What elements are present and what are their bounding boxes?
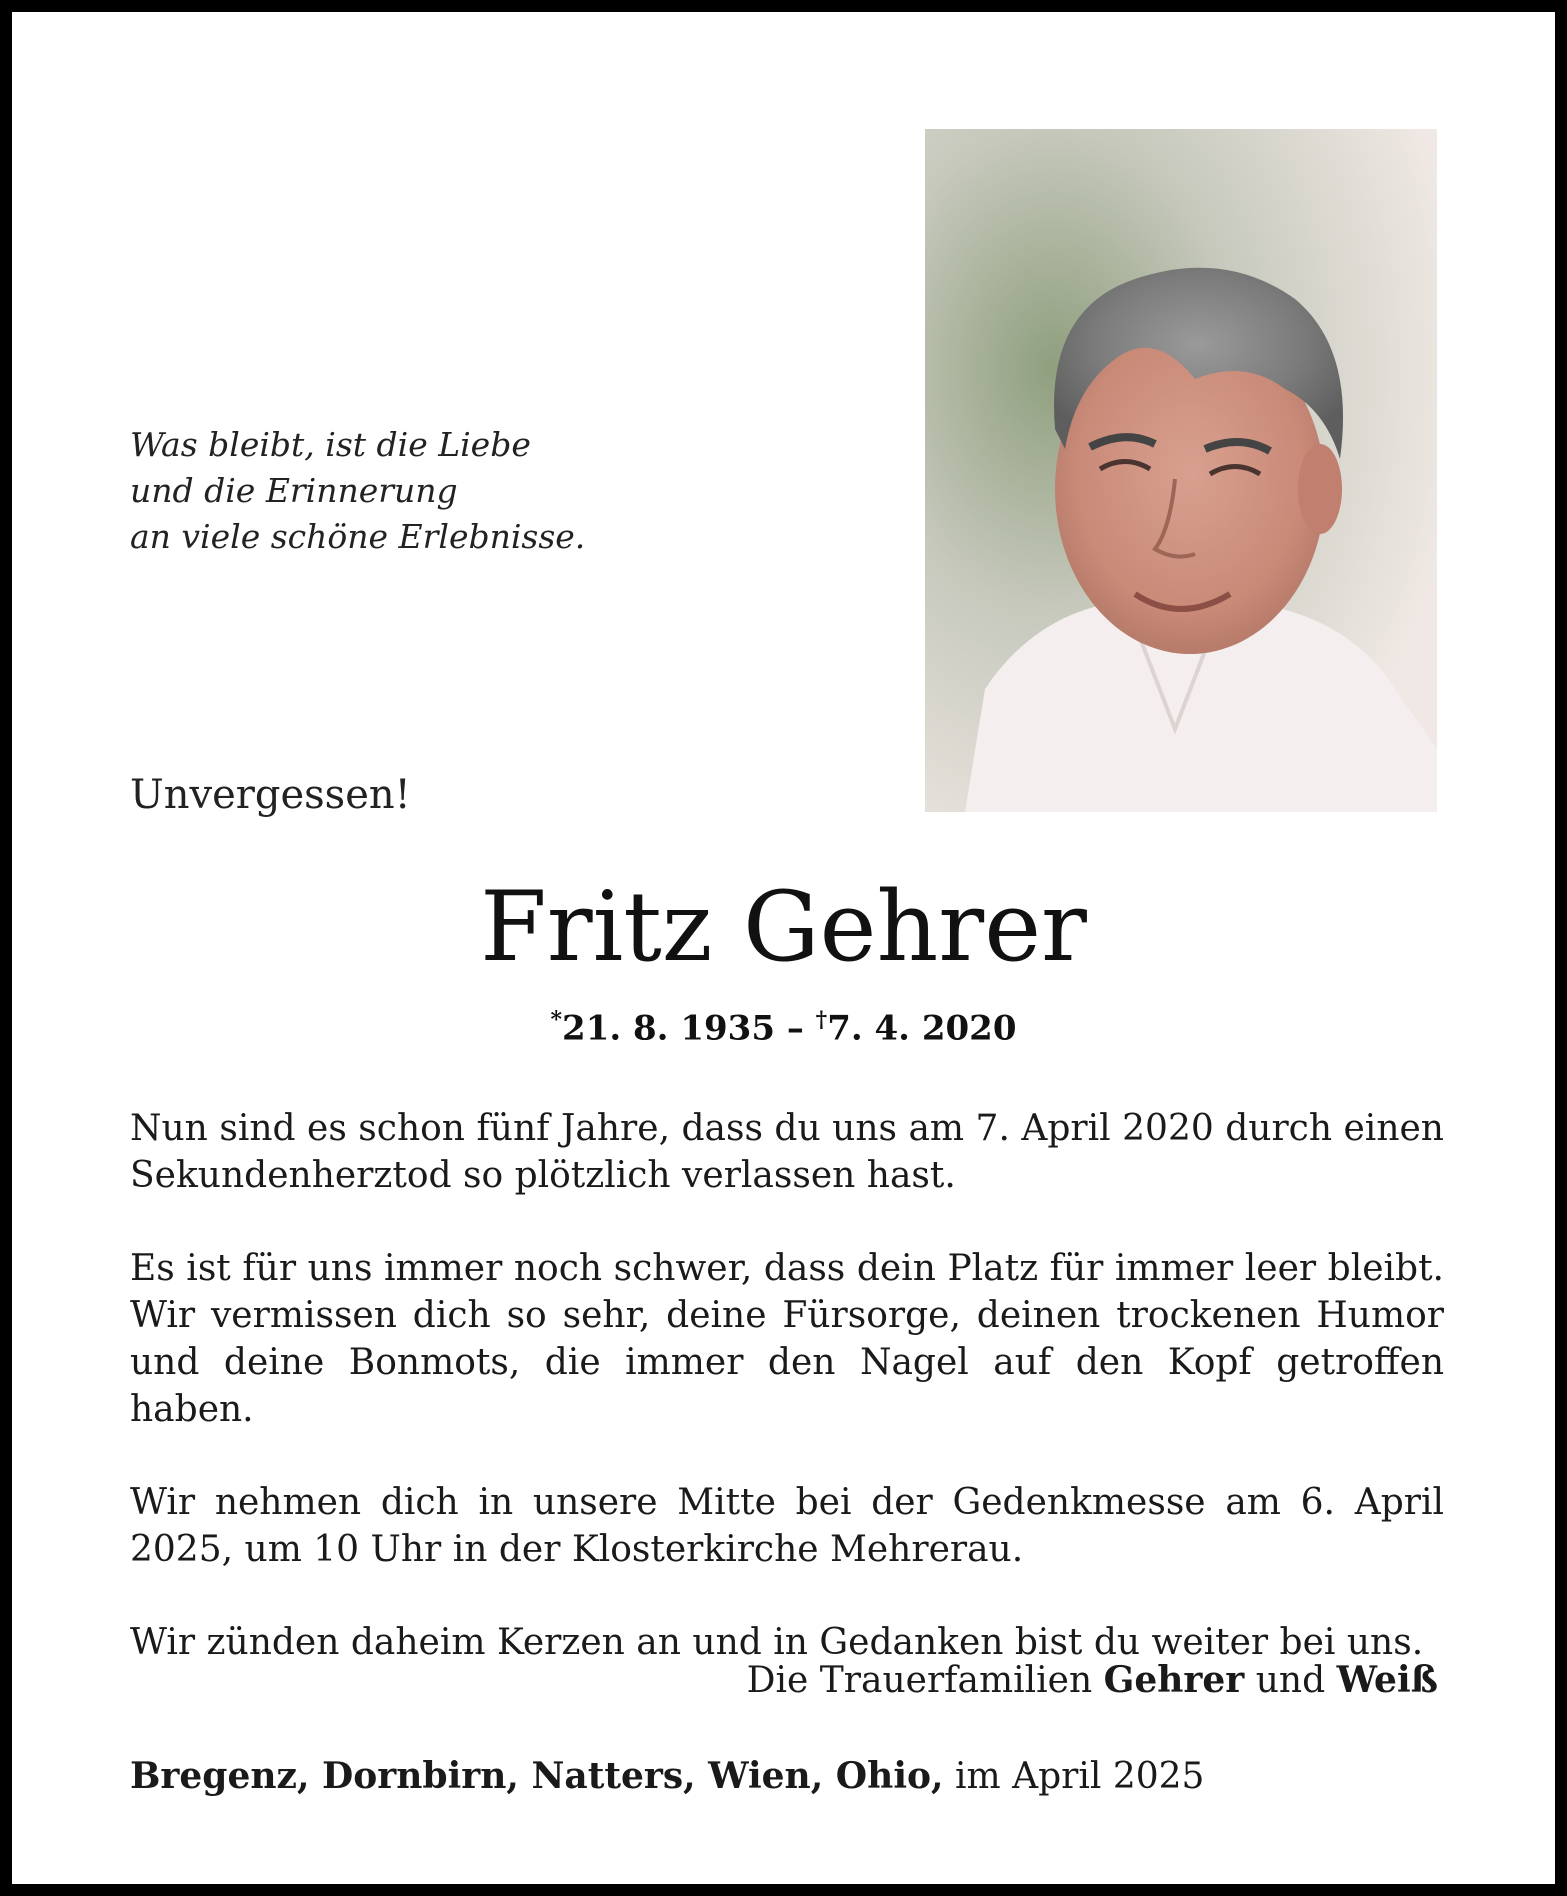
family-signature [747,1659,1438,1701]
quote-line-3: an viele schöne Erlebnisse. [130,517,586,556]
paragraph: Wir zünden daheim Kerzen an und in Gedanken bist du weiter bei uns. [130,1622,1424,1663]
signature-prefix: Die Trauerfamilien [746,1660,1104,1701]
portrait-illustration [925,129,1437,812]
publication-date: im April 2025 [943,1756,1205,1797]
heading: Unvergessen! [130,772,411,818]
birth-date: 21. 8. 1935 [562,1008,775,1049]
family-name-1: Gehrer [1103,1659,1245,1701]
memorial-quote [130,422,585,560]
memorial-text [130,1105,1444,1712]
date-separator: – [774,1008,816,1049]
life-dates [12,1007,1555,1048]
paragraph: Es ist für uns immer noch schwer, dass dein Platz für immer leer bleibt. Wir vermissen dich so sehr, deine Fürsorge, deinen trockenen Humor und deine Bonmots, die immer den Nagel auf den Kopf getroffen haben. [130,1248,1444,1430]
family-name-2: Weiß [1336,1659,1438,1701]
birth-symbol: * [550,1007,563,1033]
paragraph: Wir nehmen dich in unsere Mitte bei der Gedenkmesse am 6. April 2025, um 10 Uhr in der Klosterkirche Mehrerau. [130,1482,1444,1570]
obituary-card [12,12,1555,1884]
deceased-name: Fritz Gehrer [480,871,1087,983]
death-symbol: † [815,1007,828,1033]
quote-line-1: Was bleibt, ist die Liebe [130,425,531,464]
signature-joiner: und [1244,1660,1337,1701]
quote-line-2: und die Erinnerung [130,471,458,510]
paragraph: Nun sind es schon fünf Jahre, dass du uns am 7. April 2020 durch einen Sekundenherztod so plötzlich verlassen hast. [130,1108,1444,1196]
locations: Bregenz, Dornbirn, Natters, Wien, Ohio, [130,1755,944,1797]
places-and-date [130,1755,1204,1797]
death-date: 7. 4. 2020 [827,1008,1017,1049]
portrait-photo [925,129,1437,812]
